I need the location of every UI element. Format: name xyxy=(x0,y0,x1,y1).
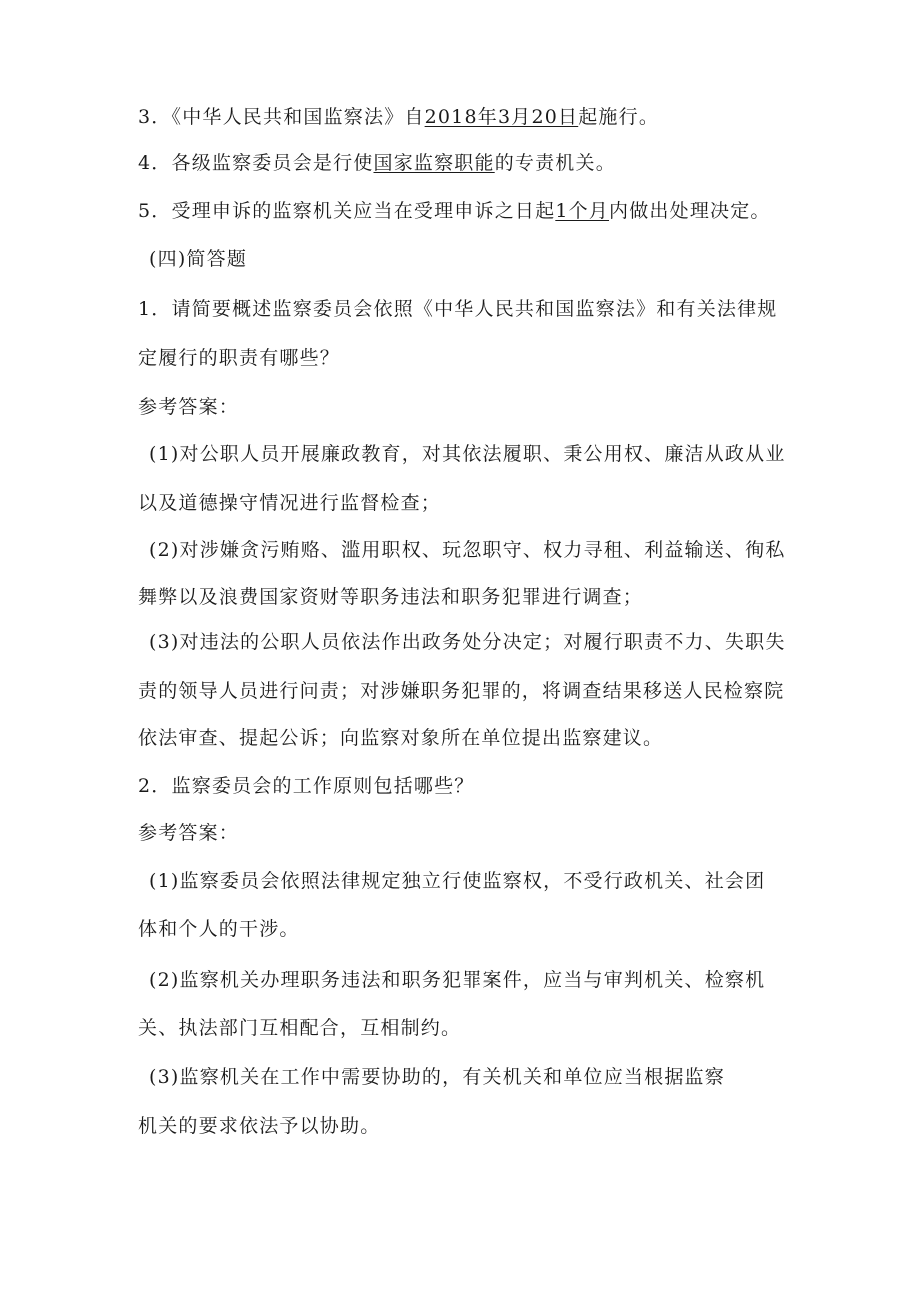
section-heading: (四)简答题 xyxy=(149,248,248,270)
answer-2-item-1-line-1: (1)监察委员会依照法律规定独立行使监察权，不受行政机关、社会团 xyxy=(149,870,766,892)
fill-in-answer: 1个月 xyxy=(555,200,610,222)
answer-label-2: 参考答案： xyxy=(138,822,240,844)
item-text: 起施行。 xyxy=(578,106,660,128)
item-text: ．各级监察委员会是行使 xyxy=(151,152,374,174)
question-1-line-2: 定履行的职责有哪些？ xyxy=(138,347,341,369)
answer-2-item-3-line-2: 机关的要求依法予以协助。 xyxy=(138,1115,381,1137)
fill-in-item-3 xyxy=(138,103,659,131)
fill-in-item-4 xyxy=(138,149,616,177)
fill-in-answer: 2018年3月20日 xyxy=(424,106,579,128)
answer-2-item-2-line-1: (2)监察机关办理职务违法和职务犯罪案件，应当与审判机关、检察机 xyxy=(149,969,766,991)
answer-2-item-3-line-1: (3)监察机关在工作中需要协助的，有关机关和单位应当根据监察 xyxy=(149,1066,725,1088)
item-number: 4 xyxy=(138,152,152,174)
item-text: ．《中华人民共和国监察法》自 xyxy=(151,106,425,128)
answer-1-item-3-line-3: 依法审查、提起公诉；向监察对象所在单位提出监察建议。 xyxy=(138,727,664,749)
fill-in-answer: 国家监察职能 xyxy=(373,152,495,174)
item-text: ．受理申诉的监察机关应当在受理申诉之日起 xyxy=(151,200,556,222)
answer-1-item-2-line-1: (2)对涉嫌贪污贿赂、滥用职权、玩忽职守、权力寻租、利益输送、徇私 xyxy=(149,539,786,561)
answer-label-1: 参考答案： xyxy=(138,396,240,418)
answer-2-item-1-line-2: 体和个人的干涉。 xyxy=(138,918,300,940)
item-number: 5 xyxy=(138,200,152,222)
answer-2-item-2-line-2: 关、执法部门互相配合，互相制约。 xyxy=(138,1017,462,1039)
answer-1-item-3-line-2: 责的领导人员进行问责；对涉嫌职务犯罪的，将调查结果移送人民检察院 xyxy=(138,680,785,702)
item-number: 3 xyxy=(138,106,152,128)
answer-1-item-2-line-2: 舞弊以及浪费国家资财等职务违法和职务犯罪进行调查； xyxy=(138,586,644,608)
answer-1-item-1-line-2: 以及道德操守情况进行监督检查； xyxy=(138,492,442,514)
fill-in-item-5 xyxy=(138,197,771,225)
item-text: 内做出处理决定。 xyxy=(609,200,771,222)
answer-1-item-1-line-1: (1)对公职人员开展廉政教育，对其依法履职、秉公用权、廉洁从政从业 xyxy=(149,443,786,465)
item-text: 的专责机关。 xyxy=(494,152,616,174)
question-1-line-1: 1．请简要概述监察委员会依照《中华人民共和国监察法》和有关法律规 xyxy=(138,298,778,320)
question-2-line-1: 2．监察委员会的工作原则包括哪些？ xyxy=(138,775,475,797)
answer-1-item-3-line-1: (3)对违法的公职人员依法作出政务处分决定；对履行职责不力、失职失 xyxy=(149,631,786,653)
